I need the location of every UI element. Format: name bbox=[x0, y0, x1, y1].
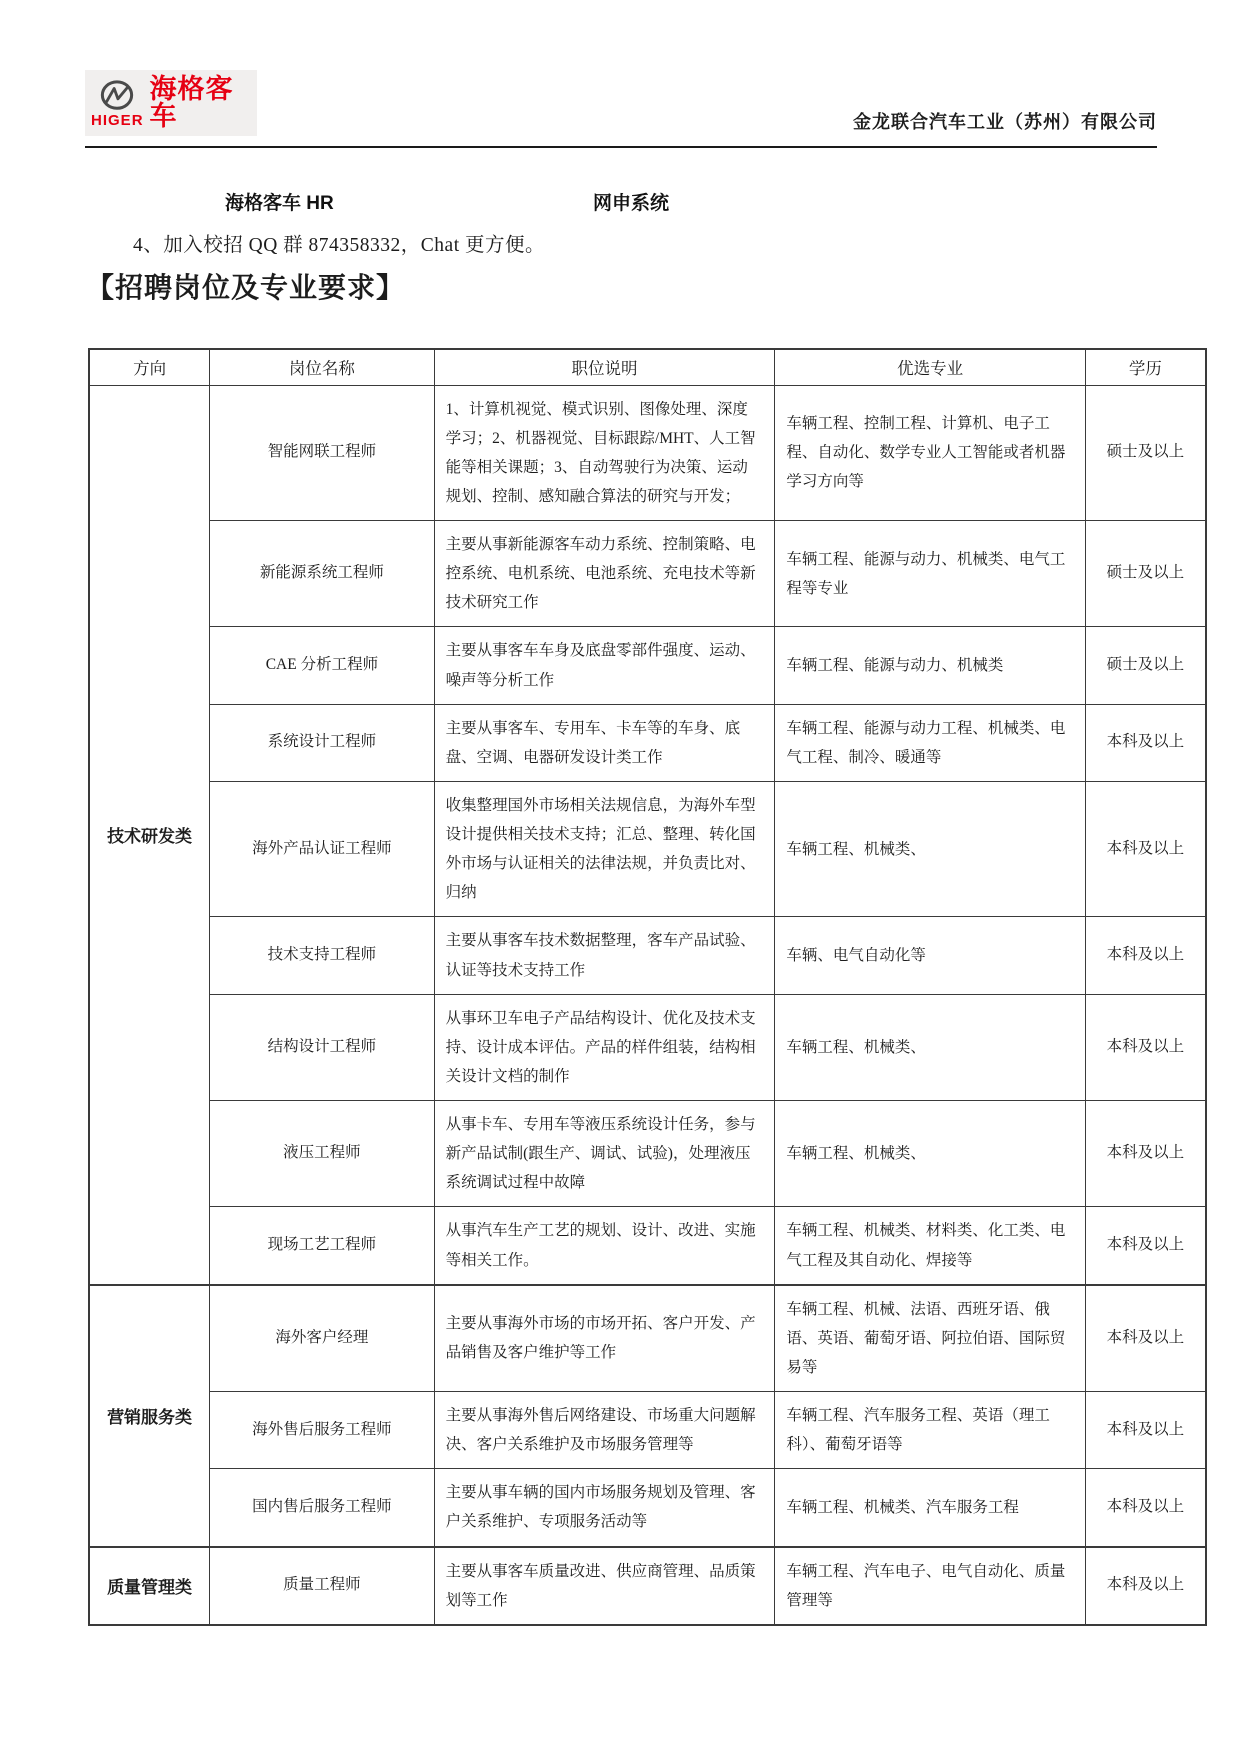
table-row bbox=[89, 917, 1206, 994]
job-desc-cell: 主要从事车辆的国内市场服务规划及管理、客户关系维护、专项服务活动等 bbox=[434, 1469, 775, 1547]
table-row bbox=[89, 1392, 1206, 1469]
higer-brand-text: HIGER bbox=[91, 111, 144, 129]
online-apply-label: 网申系统 bbox=[593, 193, 670, 214]
table-row bbox=[89, 1469, 1206, 1547]
majors-cell: 车辆工程、汽车服务工程、英语（理工科）、葡萄牙语等 bbox=[775, 1392, 1086, 1469]
job-desc-cell: 收集整理国外市场相关法规信息，为海外车型设计提供相关技术支持；汇总、整理、转化国外市场与认证相关的法律法规，并负责比对、归纳 bbox=[434, 781, 775, 917]
section-title: 【招聘岗位及专业要求】 bbox=[86, 273, 406, 304]
job-title-cell: 系统设计工程师 bbox=[210, 704, 435, 781]
job-desc-cell: 主要从事客车、专用车、卡车等的车身、底盘、空调、电器研发设计类工作 bbox=[434, 704, 775, 781]
majors-cell: 车辆、电气自动化等 bbox=[775, 917, 1086, 994]
degree-cell: 本科及以上 bbox=[1085, 1392, 1206, 1469]
header-job-desc: 职位说明 bbox=[434, 349, 775, 385]
table-row bbox=[89, 704, 1206, 781]
majors-cell: 车辆工程、机械类、 bbox=[775, 1101, 1086, 1207]
job-title-cell: 技术支持工程师 bbox=[210, 917, 435, 994]
majors-cell: 车辆工程、机械、法语、西班牙语、俄语、英语、葡萄牙语、阿拉伯语、国际贸易等 bbox=[775, 1285, 1086, 1392]
job-title-cell: 液压工程师 bbox=[210, 1101, 435, 1207]
table-row bbox=[89, 521, 1206, 627]
degree-cell: 本科及以上 bbox=[1085, 917, 1206, 994]
job-title-cell: 海外售后服务工程师 bbox=[210, 1392, 435, 1469]
header-direction: 方向 bbox=[89, 349, 210, 385]
majors-cell: 车辆工程、能源与动力、机械类 bbox=[775, 627, 1086, 704]
degree-cell: 本科及以上 bbox=[1085, 1207, 1206, 1285]
qq-group-line: 4、加入校招 QQ 群 874358332，Chat 更方便。 bbox=[133, 235, 545, 256]
job-desc-cell: 主要从事海外市场的市场开拓、客户开发、产品销售及客户维护等工作 bbox=[434, 1285, 775, 1392]
degree-cell: 本科及以上 bbox=[1085, 1547, 1206, 1625]
category-cell: 质量管理类 bbox=[89, 1547, 210, 1625]
table-row bbox=[89, 385, 1206, 521]
job-desc-cell: 主要从事客车技术数据整理，客车产品试验、认证等技术支持工作 bbox=[434, 917, 775, 994]
job-desc-cell: 1、计算机视觉、模式识别、图像处理、深度学习；2、机器视觉、目标跟踪/MHT、人工智能等相关课题；3、自动驾驶行为决策、运动规划、控制、感知融合算法的研究与开发； bbox=[434, 385, 775, 521]
table-header-row bbox=[89, 349, 1206, 385]
job-title-cell: 结构设计工程师 bbox=[210, 994, 435, 1100]
majors-cell: 车辆工程、能源与动力工程、机械类、电气工程、制冷、暖通等 bbox=[775, 704, 1086, 781]
job-title-cell: 国内售后服务工程师 bbox=[210, 1469, 435, 1547]
job-desc-cell: 主要从事客车质量改进、供应商管理、品质策划等工作 bbox=[434, 1547, 775, 1625]
majors-cell: 车辆工程、机械类、 bbox=[775, 781, 1086, 917]
company-name: 金龙联合汽车工业（苏州）有限公司 bbox=[853, 112, 1157, 132]
category-cell: 技术研发类 bbox=[89, 385, 210, 1285]
degree-cell: 本科及以上 bbox=[1085, 1101, 1206, 1207]
job-title-cell: 新能源系统工程师 bbox=[210, 521, 435, 627]
table-row bbox=[89, 781, 1206, 917]
job-title-cell: CAE 分析工程师 bbox=[210, 627, 435, 704]
degree-cell: 硕士及以上 bbox=[1085, 627, 1206, 704]
degree-cell: 本科及以上 bbox=[1085, 994, 1206, 1100]
degree-cell: 本科及以上 bbox=[1085, 1469, 1206, 1547]
majors-cell: 车辆工程、汽车电子、电气自动化、质量管理等 bbox=[775, 1547, 1086, 1625]
header-degree: 学历 bbox=[1085, 349, 1206, 385]
table-row bbox=[89, 994, 1206, 1100]
job-title-cell: 质量工程师 bbox=[210, 1547, 435, 1625]
header-majors: 优选专业 bbox=[775, 349, 1086, 385]
degree-cell: 本科及以上 bbox=[1085, 704, 1206, 781]
degree-cell: 硕士及以上 bbox=[1085, 521, 1206, 627]
table-row bbox=[89, 1547, 1206, 1625]
table-row bbox=[89, 1207, 1206, 1285]
job-title-cell: 海外客户经理 bbox=[210, 1285, 435, 1392]
degree-cell: 本科及以上 bbox=[1085, 781, 1206, 917]
hr-contact-label: 海格客车 HR bbox=[225, 193, 334, 214]
job-title-cell: 海外产品认证工程师 bbox=[210, 781, 435, 917]
jobs-table bbox=[88, 348, 1207, 1626]
header-job-title: 岗位名称 bbox=[210, 349, 435, 385]
majors-cell: 车辆工程、能源与动力、机械类、电气工程等专业 bbox=[775, 521, 1086, 627]
job-desc-cell: 主要从事海外售后网络建设、市场重大问题解决、客户关系维护及市场服务管理等 bbox=[434, 1392, 775, 1469]
job-desc-cell: 从事环卫车电子产品结构设计、优化及技术支持、设计成本评估。产品的样件组装，结构相关设计文档的制作 bbox=[434, 994, 775, 1100]
job-desc-cell: 从事汽车生产工艺的规划、设计、改进、实施等相关工作。 bbox=[434, 1207, 775, 1285]
majors-cell: 车辆工程、机械类、材料类、化工类、电气工程及其自动化、焊接等 bbox=[775, 1207, 1086, 1285]
table-row bbox=[89, 627, 1206, 704]
job-desc-cell: 从事卡车、专用车等液压系统设计任务，参与新产品试制(跟生产、调试、试验)，处理液压系统调试过程中故障 bbox=[434, 1101, 775, 1207]
job-title-cell: 智能网联工程师 bbox=[210, 385, 435, 521]
degree-cell: 本科及以上 bbox=[1085, 1285, 1206, 1392]
job-desc-cell: 主要从事客车车身及底盘零部件强度、运动、噪声等分析工作 bbox=[434, 627, 775, 704]
table-row bbox=[89, 1101, 1206, 1207]
job-desc-cell: 主要从事新能源客车动力系统、控制策略、电控系统、电机系统、电池系统、充电技术等新技术研究工作 bbox=[434, 521, 775, 627]
table-row bbox=[89, 1285, 1206, 1392]
degree-cell: 硕士及以上 bbox=[1085, 385, 1206, 521]
higer-brand-cn-text: 海格客车 bbox=[149, 74, 234, 131]
header-rule bbox=[85, 146, 1157, 148]
majors-cell: 车辆工程、机械类、 bbox=[775, 994, 1086, 1100]
category-cell: 营销服务类 bbox=[89, 1285, 210, 1547]
majors-cell: 车辆工程、机械类、汽车服务工程 bbox=[775, 1469, 1086, 1547]
majors-cell: 车辆工程、控制工程、计算机、电子工程、自动化、数学专业人工智能或者机器学习方向等 bbox=[775, 385, 1086, 521]
job-title-cell: 现场工艺工程师 bbox=[210, 1207, 435, 1285]
